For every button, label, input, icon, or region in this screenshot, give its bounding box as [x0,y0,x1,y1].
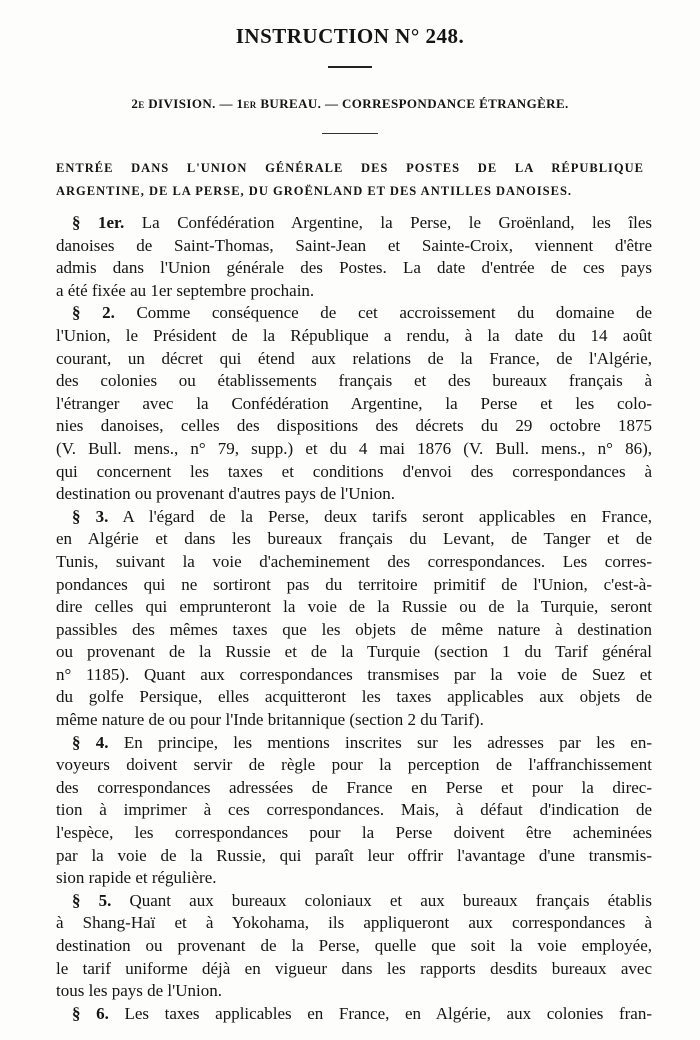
paragraph-line: danoises de Saint-Thomas, Saint-Jean et Sainte-Croix, viennent d'être [56,235,652,255]
section-number: § 3. [72,506,109,526]
paragraph-line: en Algérie et dans les bureaux français du Levant, de Tanger et de [56,529,652,549]
paragraph-line: § 2. Comme conséquence de cet accroissement du domaine de [72,303,652,323]
section-number: § 4. [72,732,109,752]
paragraph-line: voyeurs doivent servir de règle pour la perception de l'affranchissement [56,755,652,775]
paragraph-line: passibles des mêmes taxes que les objets de même nature à destination [56,619,652,639]
section-number: § 1er. [72,213,125,232]
paragraph-line: destination ou provenant d'autres pays de l'Union. [56,484,395,504]
paragraph-line: sion rapide et régulière. [56,868,217,888]
paragraph-line: dire celles qui emprunteront la voie de la Russie ou de la Turquie, seront [56,597,652,617]
paragraph-line: § 1er. La Confédération Argentine, la Perse, le Groënland, les îles [72,213,652,232]
section-number: § 2. [72,303,115,323]
paragraph-line: l'étranger avec la Confédération Argentine, la Perse et les colo- [56,393,652,413]
paragraph-line: des correspondances adressées de France en Perse et pour la direc- [56,777,652,797]
paragraph-line: n° 1185). Quant aux correspondances transmises par la voie de Suez et [56,664,652,684]
section-number: § 6. [72,1003,109,1023]
paragraph-line: qui concernent les taxes et conditions d'envoi des correspondances à [56,461,652,481]
paragraph-line: § 3. A l'égard de la Perse, deux tarifs seront applicables en France, [72,506,652,526]
paragraph-line: a été fixée au 1er septembre prochain. [56,280,315,300]
paragraph-line: § 5. Quant aux bureaux coloniaux et aux bureaux français établis [72,890,653,910]
paragraph-line: à Shang-Haï et à Yokohama, ils appliqueront aux correspondances à [56,913,652,933]
page-title: INSTRUCTION N° 248. [235,24,465,48]
paragraph-line: ou provenant de la Russie et de la Turquie (section 1 du Tarif général [56,642,652,662]
paragraph-line: tous les pays de l'Union. [56,981,222,1001]
paragraph-line: (V. Bull. mens., n° 79, supp.) et du 4 mai 1876 (V. Bull. mens., n° 86), [56,438,652,458]
paragraph-line: des colonies ou établissements français et des bureaux français à [56,371,652,391]
paragraph-line: Tunis, suivant la voie d'acheminement des correspondances. Les corres- [56,551,652,571]
paragraph-line: courant, un décret qui étend aux relations de la France, de l'Algérie, [56,348,652,368]
paragraph-line: pondances qui ne sortiront pas du territoire primitif de l'Union, c'est-à- [56,574,652,594]
paragraph-line: l'Union, le Président de la République a rendu, à la date du 14 août [56,325,652,345]
paragraph-line: même nature de ou pour l'Inde britannique (section 2 du Tarif). [56,710,484,730]
paragraph-line: admis dans l'Union générale des Postes. La date d'entrée de ces pays [56,258,652,278]
paragraph-line: par la voie de la Russie, qui paraît leur offrir l'avantage d'une transmis- [56,845,652,865]
division-line: 2e DIVISION. — 1er BUREAU. — CORRESPONDANCE ÉTRANGÈRE. [131,96,569,111]
heading-line: ARGENTINE, DE LA PERSE, DU GROËNLAND ET DES ANTILLES DANOISES. [56,183,573,198]
paragraph-line: du golfe Persique, elles acquitteront les taxes applicables aux objets de [56,687,652,707]
paragraph-line: § 4. En principe, les mentions inscrites sur les adresses par les en- [72,732,653,752]
title-divider [328,66,372,68]
division-divider [322,133,378,134]
heading-line: ENTRÉE DANS L'UNION GÉNÉRALE DES POSTES DE LA RÉPUBLIQUE [56,161,644,175]
paragraph-line: tion à imprimer à ces correspondances. Mais, à défaut d'indication de [56,800,652,820]
document-body [56,212,652,1025]
paragraph-line: nies danoises, celles des dispositions des décrets du 29 octobre 1875 [56,416,652,436]
paragraph-line: § 6. Les taxes applicables en France, en Algérie, aux colonies fran- [72,1003,652,1023]
paragraph-line: le tarif uniforme déjà en vigueur dans les rapports desdits bureaux avec [56,958,652,978]
subject-heading [56,158,644,203]
paragraph-line: destination ou provenant de la Perse, quelle que soit la voie employée, [56,936,652,955]
section-number: § 5. [72,890,112,910]
paragraph-line: l'espèce, les correspondances pour la Perse doivent être acheminées [56,823,652,843]
